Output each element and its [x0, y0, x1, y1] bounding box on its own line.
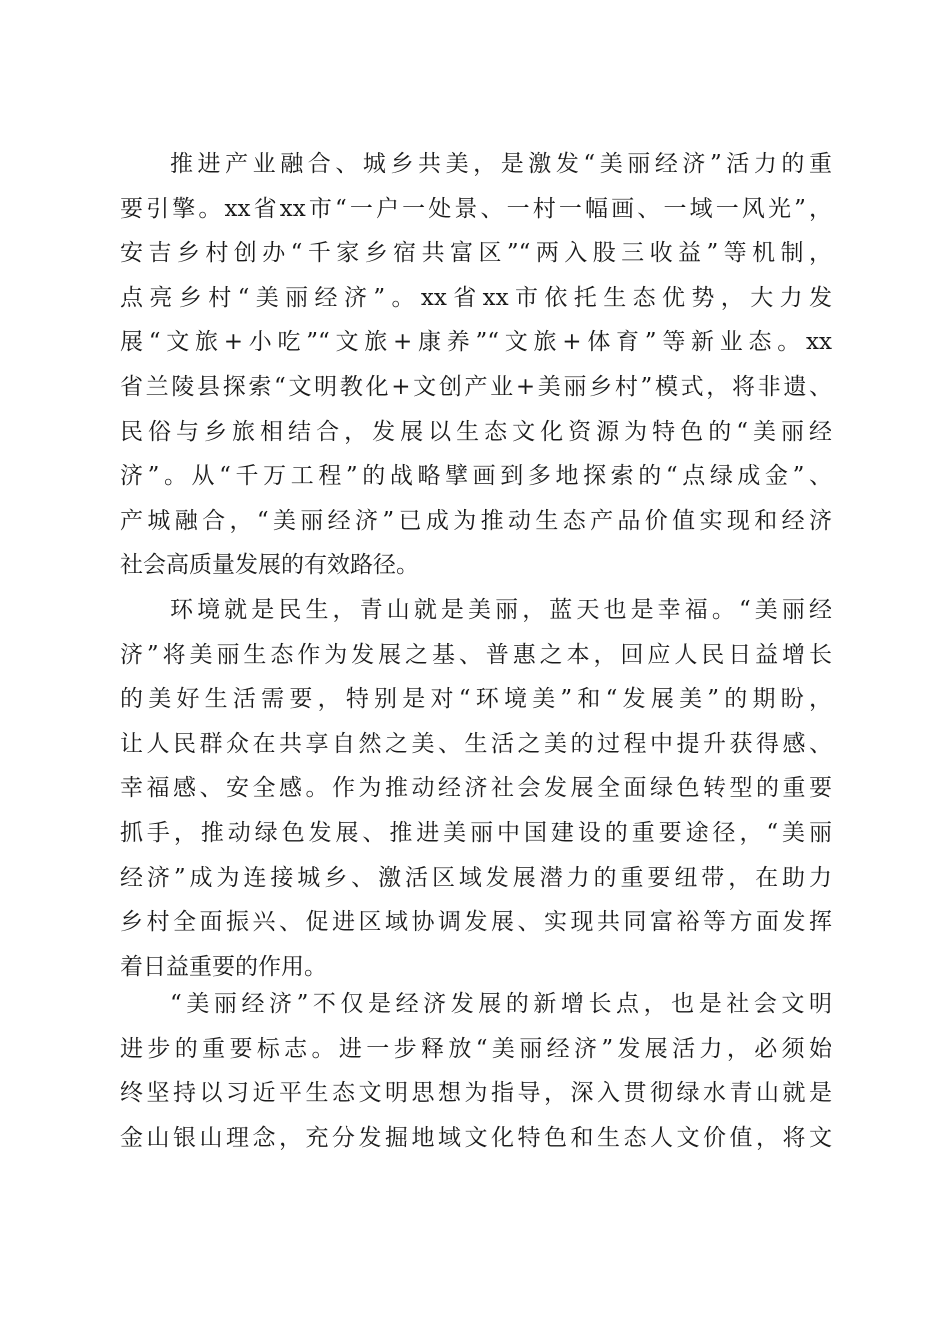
paragraph-line: 点亮乡村“美丽经济”。xx省xx市依托生态优势，大力发 [120, 284, 832, 311]
paragraph-line: 终坚持以习近平生态文明思想为指导，深入贯彻绿水青山就是 [120, 1080, 832, 1107]
paragraph-line: 进步的重要标志。进一步释放“美丽经济”发展活力，必须始 [120, 1035, 832, 1062]
paragraph-line: 环境就是民生，青山就是美丽，蓝天也是幸福。“美丽经 [170, 597, 832, 623]
paragraph-line: 乡村全面振兴、促进区域协调发展、实现共同富裕等方面发挥 [120, 909, 832, 936]
paragraph-line: 要引擎。xx省xx市“一户一处景、一村一幅画、一域一风光”， [120, 195, 832, 222]
paragraph-line: 抓手，推动绿色发展、推进美丽中国建设的重要途径，“美丽 [120, 819, 832, 846]
paragraph-line: 省兰陵县探索“文明教化+文创产业+美丽乡村”模式，将非遗、 [120, 373, 832, 400]
paragraph-line: 的美好生活需要，特别是对“环境美”和“发展美”的期盼， [120, 686, 832, 713]
paragraph-line: “美丽经济”不仅是经济发展的新增长点，也是社会文明 [170, 991, 832, 1017]
paragraph-line: 幸福感、安全感。作为推动经济社会发展全面绿色转型的重要 [120, 775, 832, 802]
paragraph-social-civilization [120, 982, 832, 1160]
paragraph-line: 经济”成为连接城乡、激活区域发展潜力的重要纽带，在助力 [120, 864, 832, 891]
paragraph-line: 金山银山理念，充分发掘地域文化特色和生态人文价值，将文 [120, 1124, 832, 1151]
paragraph-line: 着日益重要的作用。 [120, 953, 327, 980]
paragraph-line: 产城融合，“美丽经济”已成为推动生态产品价值实现和经济 [120, 507, 832, 534]
paragraph-line: 推进产业融合、城乡共美，是激发“美丽经济”活力的重 [170, 151, 832, 177]
paragraph-beautiful-economy-engine [120, 142, 832, 588]
paragraph-environment-livelihood [120, 588, 832, 989]
paragraph-line: 让人民群众在共享自然之美、生活之美的过程中提升获得感、 [120, 730, 832, 757]
paragraph-line: 济”将美丽生态作为发展之基、普惠之本，回应人民日益增长 [120, 641, 832, 668]
paragraph-line: 安吉乡村创办“千家乡宿共富区”“两入股三收益”等机制， [120, 240, 832, 267]
paragraph-line: 民俗与乡旅相结合，发展以生态文化资源为特色的“美丽经 [120, 418, 832, 445]
paragraph-line: 济”。从“千万工程”的战略擘画到多地探索的“点绿成金”、 [120, 463, 832, 490]
paragraph-line: 展“文旅+小吃”“文旅+康养”“文旅+体育”等新业态。xx [120, 329, 832, 356]
paragraph-line: 社会高质量发展的有效路径。 [120, 552, 419, 579]
